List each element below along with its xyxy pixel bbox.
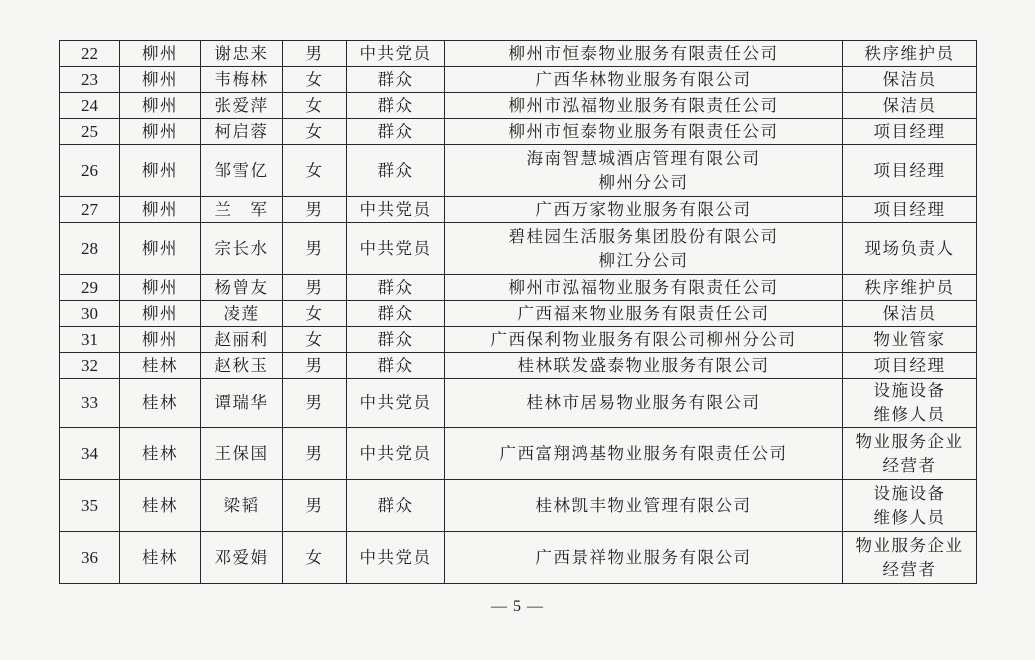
person-name: 赵秋玉 [201, 353, 283, 379]
page-number: — 5 — [491, 598, 544, 615]
job-position-line: 维修人员 [873, 405, 946, 424]
row-number: 28 [60, 223, 120, 275]
person-name: 韦梅林 [201, 67, 283, 93]
table-row [60, 532, 977, 584]
job-position-line: 保洁员 [882, 303, 937, 323]
job-position-line: 项目经理 [873, 199, 946, 219]
job-position [843, 67, 977, 93]
job-position [843, 197, 977, 223]
table-row [60, 480, 977, 532]
person-name: 赵丽利 [201, 327, 283, 353]
job-position-line: 物业管家 [873, 329, 946, 349]
company-name [445, 223, 843, 275]
row-number: 30 [60, 301, 120, 327]
city-cell: 柳州 [120, 93, 201, 119]
company-name-line: 广西华林物业服务有限公司 [535, 69, 752, 89]
job-position-line: 秩序维护员 [864, 277, 955, 297]
gender-cell: 男 [283, 223, 347, 275]
city-cell: 桂林 [120, 353, 201, 379]
row-number: 29 [60, 275, 120, 301]
city-cell: 柳州 [120, 223, 201, 275]
job-position-line: 项目经理 [873, 160, 946, 180]
company-name-line: 桂林凯丰物业管理有限公司 [535, 495, 752, 515]
gender-cell: 男 [283, 428, 347, 480]
gender-cell: 女 [283, 301, 347, 327]
person-name: 张爱萍 [201, 93, 283, 119]
job-position [843, 275, 977, 301]
city-cell: 柳州 [120, 41, 201, 67]
political-affiliation: 中共党员 [347, 197, 445, 223]
job-position [843, 428, 977, 480]
company-name-line: 广西福来物业服务有限责任公司 [517, 303, 770, 323]
person-name: 谢忠来 [201, 41, 283, 67]
company-name-line: 柳江分公司 [598, 250, 689, 270]
job-position [843, 301, 977, 327]
job-position-line: 保洁员 [882, 95, 937, 115]
job-position-line: 保洁员 [882, 69, 937, 89]
company-name [445, 353, 843, 379]
row-number: 26 [60, 145, 120, 197]
job-position-line: 秩序维护员 [864, 43, 955, 63]
job-position-line: 设施设备 [873, 483, 946, 503]
job-position-line: 设施设备 [873, 381, 946, 400]
company-name-line: 广西万家物业服务有限公司 [535, 199, 752, 219]
political-affiliation: 群众 [347, 93, 445, 119]
table-row [60, 93, 977, 119]
political-affiliation: 群众 [347, 275, 445, 301]
job-position-line: 项目经理 [873, 121, 946, 141]
company-name [445, 275, 843, 301]
gender-cell: 男 [283, 379, 347, 428]
table-row [60, 301, 977, 327]
table-row [60, 119, 977, 145]
company-name-line: 碧桂园生活服务集团股份有限公司 [508, 226, 779, 246]
job-position-line: 维修人员 [873, 507, 946, 527]
table-row [60, 223, 977, 275]
job-position [843, 145, 977, 197]
row-number: 24 [60, 93, 120, 119]
job-position [843, 93, 977, 119]
person-name: 凌莲 [201, 301, 283, 327]
job-position-line: 物业服务企业 [855, 431, 964, 451]
gender-cell: 女 [283, 327, 347, 353]
city-cell: 桂林 [120, 480, 201, 532]
company-name [445, 119, 843, 145]
row-number: 23 [60, 67, 120, 93]
company-name-line: 广西富翔鸿基物业服务有限责任公司 [499, 443, 788, 463]
job-position-line: 物业服务企业 [855, 535, 964, 555]
company-name [445, 428, 843, 480]
row-number: 27 [60, 197, 120, 223]
roster-table [59, 40, 977, 584]
political-affiliation: 中共党员 [347, 532, 445, 584]
person-name: 邹雪亿 [201, 145, 283, 197]
person-name: 宗长水 [201, 223, 283, 275]
gender-cell: 男 [283, 353, 347, 379]
company-name-line: 桂林联发盛泰物业服务有限公司 [517, 355, 770, 375]
row-number: 33 [60, 379, 120, 428]
company-name-line: 柳州分公司 [598, 172, 689, 192]
company-name [445, 480, 843, 532]
city-cell: 柳州 [120, 67, 201, 93]
city-cell: 桂林 [120, 532, 201, 584]
company-name-line: 柳州市恒泰物业服务有限责任公司 [508, 121, 779, 141]
gender-cell: 女 [283, 145, 347, 197]
gender-cell: 男 [283, 41, 347, 67]
political-affiliation: 群众 [347, 327, 445, 353]
company-name [445, 145, 843, 197]
job-position [843, 353, 977, 379]
row-number: 22 [60, 41, 120, 67]
gender-cell: 女 [283, 119, 347, 145]
company-name-line: 柳州市泓福物业服务有限责任公司 [508, 95, 779, 115]
company-name-line: 海南智慧城酒店管理有限公司 [526, 148, 761, 168]
city-cell: 柳州 [120, 197, 201, 223]
table-row [60, 379, 977, 428]
political-affiliation: 群众 [347, 145, 445, 197]
person-name: 兰 军 [201, 197, 283, 223]
person-name: 邓爱娟 [201, 532, 283, 584]
political-affiliation: 群众 [347, 119, 445, 145]
political-affiliation: 中共党员 [347, 428, 445, 480]
job-position [843, 223, 977, 275]
job-position-line: 经营者 [882, 559, 937, 579]
company-name [445, 67, 843, 93]
political-affiliation: 群众 [347, 353, 445, 379]
political-affiliation: 中共党员 [347, 223, 445, 275]
company-name-line: 广西景祥物业服务有限公司 [535, 547, 752, 567]
table-row [60, 327, 977, 353]
person-name: 梁韬 [201, 480, 283, 532]
row-number: 32 [60, 353, 120, 379]
political-affiliation: 群众 [347, 480, 445, 532]
job-position [843, 119, 977, 145]
table-row [60, 197, 977, 223]
city-cell: 柳州 [120, 275, 201, 301]
city-cell: 桂林 [120, 379, 201, 428]
row-number: 35 [60, 480, 120, 532]
gender-cell: 女 [283, 532, 347, 584]
job-position-line: 现场负责人 [864, 238, 955, 258]
row-number: 34 [60, 428, 120, 480]
city-cell: 柳州 [120, 327, 201, 353]
company-name [445, 379, 843, 428]
gender-cell: 男 [283, 197, 347, 223]
row-number: 36 [60, 532, 120, 584]
row-number: 31 [60, 327, 120, 353]
gender-cell: 男 [283, 275, 347, 301]
political-affiliation: 群众 [347, 301, 445, 327]
person-name: 柯启蓉 [201, 119, 283, 145]
job-position [843, 379, 977, 428]
row-number: 25 [60, 119, 120, 145]
table-row [60, 275, 977, 301]
person-name: 王保国 [201, 428, 283, 480]
city-cell: 柳州 [120, 301, 201, 327]
company-name [445, 41, 843, 67]
job-position-line: 项目经理 [873, 355, 946, 375]
table-row [60, 428, 977, 480]
political-affiliation: 中共党员 [347, 41, 445, 67]
company-name-line: 桂林市居易物业服务有限公司 [526, 393, 761, 412]
job-position [843, 41, 977, 67]
political-affiliation: 群众 [347, 67, 445, 93]
table-row [60, 353, 977, 379]
gender-cell: 女 [283, 93, 347, 119]
company-name [445, 532, 843, 584]
job-position [843, 532, 977, 584]
person-name: 杨曾友 [201, 275, 283, 301]
gender-cell: 女 [283, 67, 347, 93]
company-name [445, 93, 843, 119]
company-name [445, 197, 843, 223]
city-cell: 柳州 [120, 145, 201, 197]
city-cell: 柳州 [120, 119, 201, 145]
company-name-line: 柳州市泓福物业服务有限责任公司 [508, 277, 779, 297]
table-row [60, 145, 977, 197]
company-name-line: 广西保利物业服务有限公司柳州分公司 [490, 329, 797, 349]
job-position [843, 327, 977, 353]
company-name [445, 301, 843, 327]
table-row [60, 67, 977, 93]
table-row [60, 41, 977, 67]
job-position-line: 经营者 [882, 455, 937, 475]
company-name-line: 柳州市恒泰物业服务有限责任公司 [508, 43, 779, 63]
person-name: 谭瑞华 [201, 379, 283, 428]
company-name [445, 327, 843, 353]
gender-cell: 男 [283, 480, 347, 532]
job-position [843, 480, 977, 532]
roster-body [60, 41, 977, 584]
city-cell: 桂林 [120, 428, 201, 480]
political-affiliation: 中共党员 [347, 379, 445, 428]
